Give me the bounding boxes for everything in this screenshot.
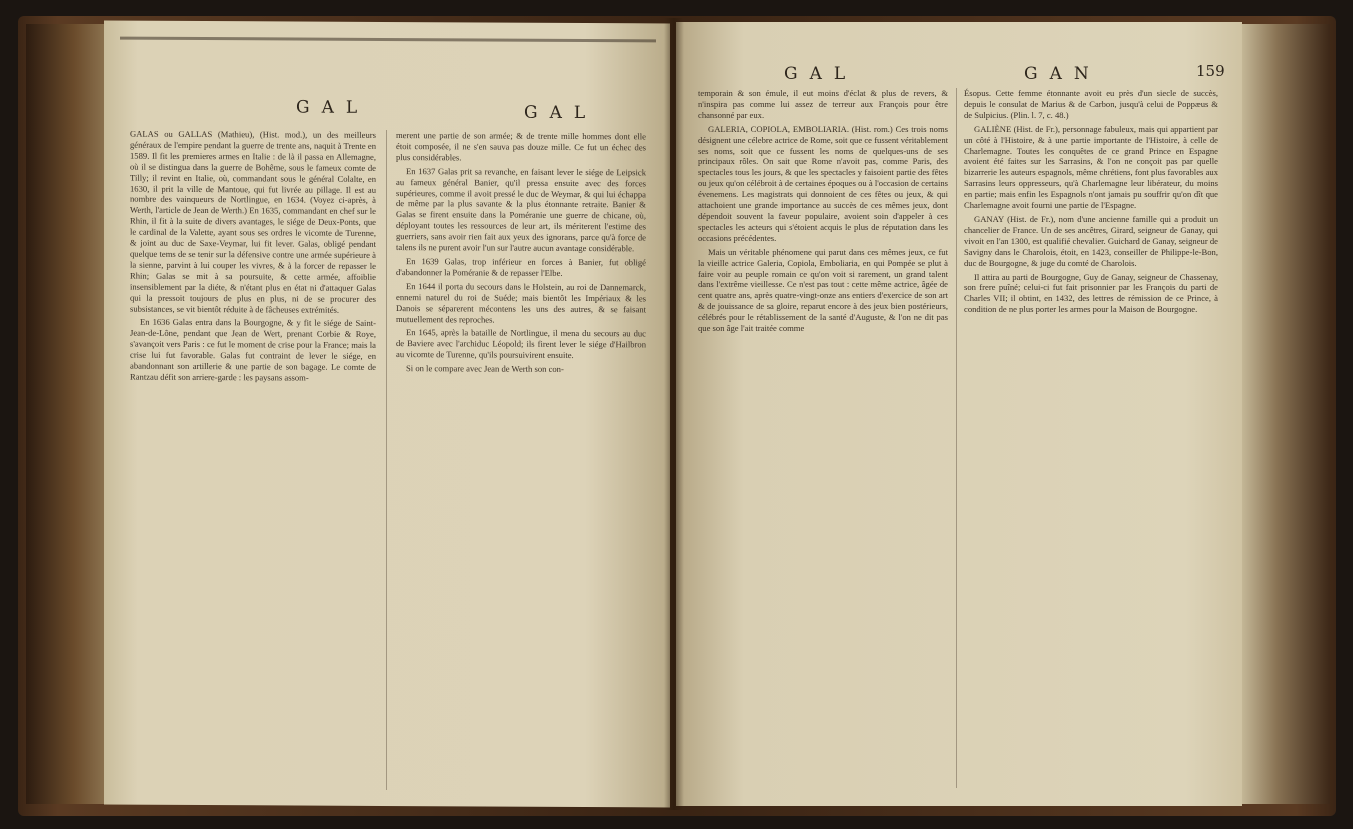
paragraph: GANAY (Hist. de Fr.), nom d'une ancienne famille qui a produit un chancelier de France. Un de ses ancêtres, Girard, seigneur de Ganay, qui vivoit en l'an 1300, est qualifié chevalier. Guichard de Ganay, seigneur de Savigny dans le Charolois, étoit, en 1423, conseiller de Philippe-le-Bon, duc de Bourgogne, & juge du comté de Charolois. (964, 213, 1218, 268)
paragraph: GALERIA, COPIOLA, EMBOLIARIA. (Hist. rom.) Ces trois noms désignent une célebre actrice de Rome, soit que ce fussent véritablement ses noms, soit que ce fussent les noms de quelques-uns de ses principaux rôles. On sait que Rome n'avoit pas, comme Paris, des spectacles tous les jours, & que les spectacles y faisoient partie des fêtes ou jeux qu'on célébroit à de certaines époques ou à l'occasion de certains évenemens. Les magistrats qui donnoient de ces fêtes ou jeux, & qui attachoient une grande importance au succès de ces mêmes jeux, dont dépendoit souvent la faveur populaire, avoient soin d'appeler à ces spectacles les acteurs qui s'étoient acquis le plus de réputation dans les occasions précédentes. (698, 123, 948, 243)
paragraph: En 1639 Galas, trop inférieur en forces à Banier, fut obligé d'abandonner la Poméranie & de repasser l'Elbe. (396, 256, 646, 278)
column-divider (956, 88, 957, 788)
paragraph: Il attira au parti de Bourgogne, Guy de Ganay, seigneur de Chassenay, son frere puîné; celui-ci fut fait prisonnier par les François du parti de Charles VII; il obtint, en 1432, des lettres de rémission de ce Prince, à condition de ne plus porter les armes pour la Maison de Bourgogne. (964, 271, 1218, 315)
paragraph: GALAS ou GALLAS (Mathieu), (Hist. mod.), un des meilleurs généraux de l'empire pendant la guerre de trente ans, naquit à Trente en 1589. Il fit les premieres armes en Italie : de là il passa en Allemagne, où il se distingua dans la guerre de Bohême, sous le fameux comte de Tilly; il revint en Italie, où, commandant sous le général Colalte, en 1630, il prit la ville de Mantoue, qui fut livrée au pillage. Il est au nombre des vainqueurs de Nortlingue, en 1634. (Voyez ci-après, à Werth, l'article de Jean de Werth.) En 1635, commandant en chef sur le Rhin, il fit à la suite de divers avantages, le siége de Deux-Ponts, que le cardinal de la Valette, ayant sous ses ordres le vicomte de Turenne, & joint au duc de Saxe-Veymar, lui fit lever. Galas, obligé pendant quelque tems de se tenir sur la défensive contre une armée supérieure à la sienne, parvint à lui couper les vivres, & à la forcer de repasser le Rhin; Galas se mit à sa poursuite, & cette armée, affoiblie insensiblement par la diéte, & n'étant plus en état ni d'attaquer Galas qui la pressoit toujours de plus en plus, ni de se procurer des subsistances, se vit bientôt réduite à de fâcheuses extrémités. (130, 128, 376, 315)
paragraph: Si on le compare avec Jean de Werth son con- (406, 363, 564, 375)
running-head-left: GAL (784, 64, 858, 84)
paragraph: En 1644 il porta du secours dans le Holstein, au roi de Dannemarck, ennemi naturel du roi de Suéde; mais bientôt les Impériaux & les Danois se séparerent mécontens les uns des autres, & se faisant mutuellement des reproches. (396, 280, 646, 325)
right-page-column-2 (964, 88, 1218, 788)
header-rule (120, 37, 656, 43)
paragraph: En 1637 Galas prit sa revanche, en faisant lever le siége de Leipsick au fameux général Banier, qu'il pressa ensuite avec des forces supérieures, comme il avoit pressé le duc de Weymar, & qui lui échappa de même par la plus savante & la plus étonnante retraite. Banier & Galas se firent ensuite dans la Poméranie une guerre de chicane, où, déployant toutes les ressources de leur art, ils mériterent l'estime des guerriers, sans avoir rien fait aux yeux des ignorans, parce qu'à force de talens ils ne purent avoir l'un sur l'autre aucun avantage considérable. (396, 165, 646, 254)
right-page (676, 22, 1242, 806)
paragraph: merent une partie de son armée; & de trente mille hommes dont elle étoit composée, il ne s'en sauva pas douze mille. Ce fut un échec des plus considérables. (396, 130, 646, 163)
right-cover-edge (1240, 24, 1330, 804)
running-head-right: GAN (1024, 64, 1101, 84)
right-page-column-1 (698, 88, 948, 788)
paragraph: En 1636 Galas entra dans la Bourgogne, & y fit le siége de Saint-Jean-de-Lône, pendant que Jean de Wert, prenant Corbie & Roye, s'avançoit vers Paris : ce fut le moment de crise pour la France; mais la crise lui fut favorable. Galas fut contraint de lever le siége, en abandonnant son artillerie & une partie de son bagage. Le comte de Rantzau défit son arriere-garde : les paysans assom- (130, 317, 376, 383)
paragraph: En 1645, après la bataille de Nortlingue, il mena du secours au duc de Baviere avec l'archiduc Léopold; ils firent lever le siége d'Hailbron au vicomte de Turenne, qu'ils poursuivirent ensuite. (396, 327, 646, 361)
paragraph: Ésopus. Cette femme étonnante avoit eu près d'un siecle de succès, depuis le consulat de Marius & de Carbon, jusqu'à celui de Poppæus & de Sulpicius. (Plin. l. 7, c. 48.) (964, 88, 1218, 120)
running-head-right: GAL (524, 102, 598, 124)
running-head-left: GAL (296, 97, 370, 118)
book-gutter (664, 18, 684, 810)
left-page (104, 21, 670, 808)
left-page-column-1 (130, 129, 376, 800)
page-number: 159 (1196, 62, 1225, 80)
paragraph: GALIÈNE (Hist. de Fr.), personnage fabuleux, mais qui appartient par un côté à l'Histoire, & à une partie importante de l'Histoire, à celle de Charlemagne. Toutes les conquêtes de ce grand Prince en Espagne avoient été faites sur les Sarrasins, & l'on ne conçoit pas par quelle bizarrerie les auteurs espagnols, même chrétiens, font plus favorables aux Sarrasins leurs oppresseurs, qu'à Charlemagne leur libérateur, du moins en partie; mais enfin les Espagnols n'ont jamais pu souffrir qu'on dît que Charlemagne avoit fourni une partie de l'Espagne. (964, 123, 1218, 211)
paragraph: temporain & son émule, il eut moins d'éclat & plus de revers, & n'inspira pas comme lui assez de terreur aux François pour être chansonné par eux. (698, 88, 948, 120)
left-cover-edge (26, 24, 106, 804)
paragraph: Mais un véritable phénomene qui parut dans ces mêmes jeux, ce fut la vieille actrice Galeria, Copiola, Emboliaria, en qui Pompée se plut à faire voir au peuple romain ce qu'on voit si rarement, un grand talent dans l'extrême vieillesse. Ce n'est pas tout : cette même actrice, âgée de cent quatre ans, après quatre-vingt-onze ans entiers d'exercice de son art & de jouissance de sa gloire, reparut encore à des jeux bien postérieurs, célébrés pour le rétablissement de la santé d'Auguste, & l'on ne dit pas que son âge l'ait traitée comme (698, 246, 948, 334)
column-divider (386, 130, 387, 790)
left-page-column-2 (396, 130, 646, 801)
